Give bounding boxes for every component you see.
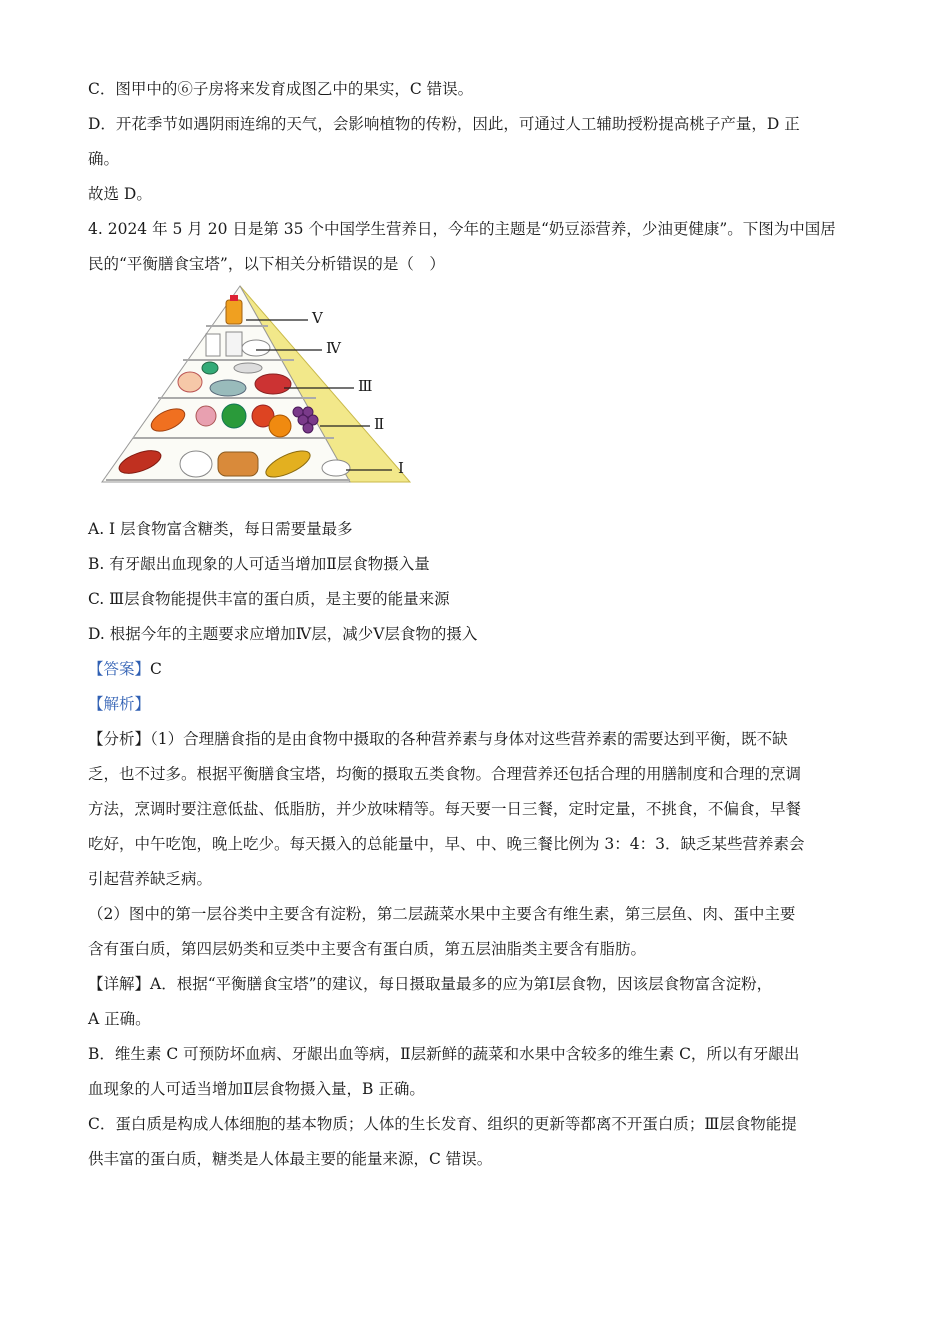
- document-page: [88, 72, 863, 1177]
- layer-label-ii: Ⅱ: [374, 415, 385, 433]
- layer-label-iii: Ⅲ: [358, 377, 373, 395]
- text-line: 故选 D。: [88, 185, 152, 203]
- analysis-heading: [88, 687, 863, 722]
- layer-label-i: Ⅰ: [398, 459, 404, 477]
- layer-label-iv: Ⅳ: [326, 339, 341, 357]
- analysis-body: [88, 722, 863, 1177]
- text-line: （2）图中的第一层谷类中主要含有淀粉，第二层蔬菜水果中主要含有维生素，第三层鱼、肉、蛋中主要: [88, 905, 796, 923]
- option-d: D. 根据今年的主题要求应增加Ⅳ层，减少Ⅴ层食物的摄入: [88, 625, 478, 643]
- text-line: C．图甲中的⑥子房将来发育成图乙中的果实，C 错误。: [88, 80, 474, 98]
- text-line: 确。: [88, 150, 120, 168]
- text-line: 引起营养缺乏病。: [88, 870, 213, 888]
- option-a: A. Ⅰ 层食物富含糖类，每日需要量最多: [88, 520, 353, 538]
- option-b: B. 有牙龈出血现象的人可适当增加Ⅱ层食物摄入量: [88, 555, 430, 573]
- answer-value: C: [150, 660, 162, 678]
- text-line: B．维生素 C 可预防坏血病、牙龈出血等病，Ⅱ层新鲜的蔬菜和水果中含较多的维生素 C，所以有牙龈出: [88, 1045, 800, 1063]
- food-pyramid-figure: [98, 284, 428, 502]
- text-line: 供丰富的蛋白质，糖类是人体最主要的能量来源，C 错误。: [88, 1150, 493, 1168]
- text-line: C．蛋白质是构成人体细胞的基本物质；人体的生长发育、组织的更新等都离不开蛋白质；Ⅲ层食物能提: [88, 1115, 797, 1133]
- question-4: [88, 212, 863, 1177]
- answer-line: [88, 652, 863, 687]
- previous-answer-block: [88, 72, 863, 212]
- analysis-tag: 【解析】: [88, 695, 151, 713]
- options-list: [88, 512, 863, 652]
- text-line: 【详解】A．根据“平衡膳食宝塔”的建议，每日摄取量最多的应为第Ⅰ层食物，因该层食物富含淀粉，: [88, 975, 773, 993]
- text-line: A 正确。: [88, 1010, 151, 1028]
- question-stem: 民的“平衡膳食宝塔”，以下相关分析错误的是（ ）: [88, 255, 445, 273]
- text-line: 方法，烹调时要注意低盐、低脂肪，并少放味精等。每天要一日三餐，定时定量，不挑食，不偏食，早餐: [88, 800, 802, 818]
- option-c: C. Ⅲ层食物能提供丰富的蛋白质，是主要的能量来源: [88, 590, 450, 608]
- food-pyramid-illustration: [98, 284, 428, 502]
- text-line: 血现象的人可适当增加Ⅱ层食物摄入量，B 正确。: [88, 1080, 425, 1098]
- text-line: 吃好，中午吃饱，晚上吃少。每天摄入的总能量中，早、中、晚三餐比例为 3：4：3．缺乏某些营养素会: [88, 835, 805, 853]
- text-line: D．开花季节如遇阴雨连绵的天气，会影响植物的传粉，因此，可通过人工辅助授粉提高桃子产量，D 正: [88, 115, 800, 133]
- answer-tag: 【答案】: [88, 660, 151, 678]
- layer-label-v: Ⅴ: [312, 309, 323, 327]
- text-line: 乏，也不过多。根据平衡膳食宝塔，均衡的摄取五类食物。合理营养还包括合理的用膳制度和合理的烹调: [88, 765, 802, 783]
- text-line: 【分析】（1）合理膳食指的是由食物中摄取的各种营养素与身体对这些营养素的需要达到平衡，既不缺: [88, 730, 788, 748]
- question-stem: 4. 2024 年 5 月 20 日是第 35 个中国学生营养日，今年的主题是“奶豆添营养，少油更健康”。下图为中国居: [88, 220, 836, 238]
- text-line: 含有蛋白质，第四层奶类和豆类中主要含有蛋白质，第五层油脂类主要含有脂肪。: [88, 940, 647, 958]
